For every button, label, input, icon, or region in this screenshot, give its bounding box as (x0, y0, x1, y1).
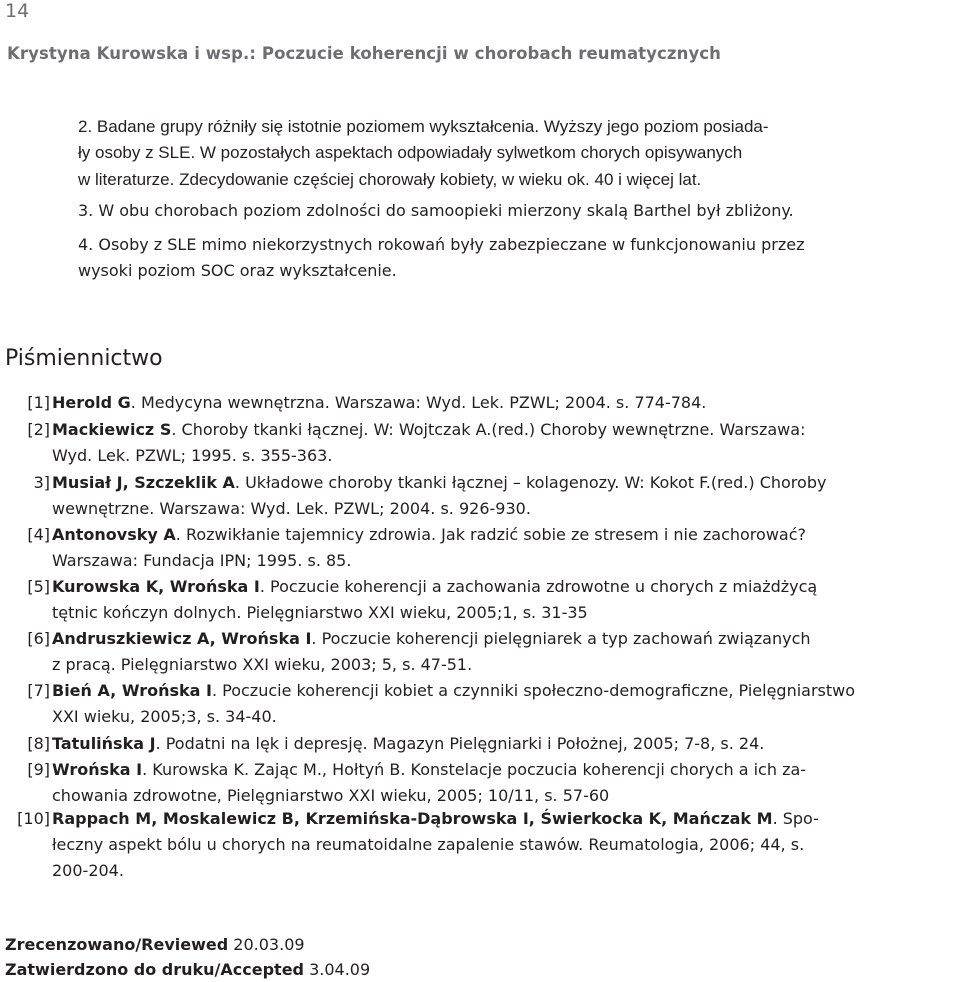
conclusion-line: 3. W obu chorobach poziom zdolności do samoopieki mierzony skalą Barthel był zbliżony. (78, 201, 794, 220)
reviewed-date (5, 935, 305, 954)
conclusion-line: ły osoby z SLE. W pozostałych aspektach odpowiadały sylwetkom chorych opisywanych (78, 143, 743, 162)
reference-number: [8] (27, 734, 50, 753)
reference-authors: Tatulińska J (52, 734, 156, 753)
reference-authors: Mackiewicz S (52, 420, 172, 439)
conclusion-line: wysoki poziom SOC oraz wykształcenie. (78, 261, 397, 280)
reference-authors: Rappach M, Moskalewicz B, Krzemińska-Dąbrowska I, Świerkocka K, Mańczak M (52, 809, 773, 828)
accepted-date (5, 960, 370, 979)
accepted-value: 3.04.09 (309, 960, 371, 979)
reference-number: [5] (27, 577, 50, 596)
reference-authors: Herold G (52, 393, 131, 412)
reference-text: Wyd. Lek. PZWL; 1995. s. 355-363. (52, 446, 333, 465)
reference-text: . Poczucie koherencji pielęgniarek a typ zachowań związanych (311, 629, 811, 648)
reference-text: tętnic kończyn dolnych. Pielęgniarstwo XXI wieku, 2005;1, s. 31-35 (52, 603, 588, 622)
running-header: Krystyna Kurowska i wsp.: Poczucie koherencji w chorobach reumatycznych (7, 44, 722, 63)
reference-text: . Układowe choroby tkanki łącznej – kolagenozy. W: Kokot F.(red.) Choroby (234, 473, 827, 492)
reference-number: [7] (27, 681, 50, 700)
reference-line (52, 806, 819, 832)
reference-text: . Poczucie koherencji a zachowania zdrowotne u chorych z miażdżycą (259, 577, 818, 596)
reference-line (52, 731, 764, 757)
reference-text: . Choroby tkanki łącznej. W: Wojtczak A.(red.) Choroby wewnętrzne. Warszawa: (171, 420, 806, 439)
reference-text: . Spo- (772, 809, 819, 828)
reference-number: [2] (27, 420, 50, 439)
reviewed-label: Zrecenzowano/Reviewed (5, 935, 229, 954)
reference-text: z pracą. Pielęgniarstwo XXI wieku, 2003; 5, s. 47-51. (52, 655, 473, 674)
reviewed-value: 20.03.09 (233, 935, 305, 954)
accepted-label: Zatwierdzono do druku/Accepted (5, 960, 304, 979)
reference-number: [6] (27, 629, 50, 648)
conclusion-line: 2. Badane grupy różniły się istotnie poziomem wykształcenia. Wyższy jego poziom posiada- (78, 117, 769, 136)
reference-text: XXI wieku, 2005;3, s. 34-40. (52, 707, 277, 726)
reference-authors: Kurowska K, Wrońska I (52, 577, 260, 596)
reference-line (52, 757, 806, 783)
reference-line (52, 417, 805, 443)
reference-text: łeczny aspekt bólu u chorych na reumatoidalne zapalenie stawów. Reumatologia, 2006; 44, s. (52, 835, 805, 854)
conclusion-line: w literaturze. Zdecydowanie częściej chorowały kobiety, w wieku ok. 40 i więcej lat. (78, 170, 702, 189)
reference-number: [9] (27, 760, 50, 779)
reference-line (52, 574, 817, 600)
references-heading: Piśmiennictwo (5, 346, 163, 371)
reference-line (52, 390, 706, 416)
reference-line (52, 626, 811, 652)
page-number: 14 (5, 0, 30, 22)
reference-text: . Medycyna wewnętrzna. Warszawa: Wyd. Lek. PZWL; 2004. s. 774-784. (130, 393, 707, 412)
reference-text: . Kurowska K. Zając M., Hołtyń B. Konstelacje poczucia koherencji chorych a ich za- (142, 760, 807, 779)
reference-number: [1] (27, 393, 50, 412)
reference-number: 3] (33, 473, 50, 492)
reference-line (52, 522, 806, 548)
reference-text: 200-204. (52, 861, 124, 880)
reference-number: [4] (27, 525, 50, 544)
reference-line (52, 678, 855, 704)
reference-text: chowania zdrowotne, Pielęgniarstwo XXI wieku, 2005; 10/11, s. 57-60 (52, 786, 610, 805)
reference-authors: Wrońska I (52, 760, 143, 779)
reference-text: wewnętrzne. Warszawa: Wyd. Lek. PZWL; 2004. s. 926-930. (52, 499, 531, 518)
reference-text: . Podatni na lęk i depresję. Magazyn Pielęgniarki i Położnej, 2005; 7-8, s. 24. (155, 734, 765, 753)
reference-text: . Rozwikłanie tajemnicy zdrowia. Jak radzić sobie ze stresem i nie zachorować? (175, 525, 806, 544)
reference-text: Warszawa: Fundacja IPN; 1995. s. 85. (52, 551, 352, 570)
conclusion-line: 4. Osoby z SLE mimo niekorzystnych rokowań były zabezpieczane w funkcjonowaniu przez (78, 235, 805, 254)
reference-authors: Andruszkiewicz A, Wrońska I (52, 629, 312, 648)
reference-authors: Bień A, Wrońska I (52, 681, 212, 700)
reference-text: . Poczucie koherencji kobiet a czynniki społeczno-demograficzne, Pielęgniarstwo (211, 681, 856, 700)
reference-number: [10] (17, 809, 50, 828)
reference-authors: Antonovsky A (52, 525, 176, 544)
reference-line (52, 470, 826, 496)
reference-authors: Musiał J, Szczeklik A (52, 473, 235, 492)
